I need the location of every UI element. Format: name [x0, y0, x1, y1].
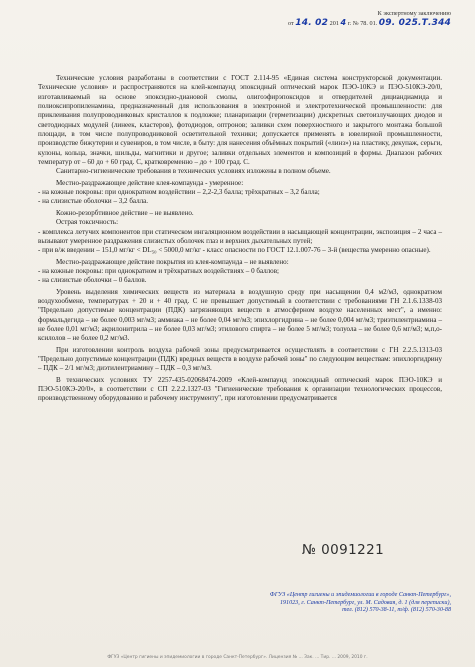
- paragraph: Местно-раздражающее действие клея-компаунда - умеренное:: [56, 178, 244, 187]
- paragraph: - на слизистые оболочки – 0 баллов.: [38, 276, 147, 285]
- paragraph: - на кожные покровы: при однократном воздействии – 2,2-2,3 балла; трёхкратных – 3,2 балла;: [38, 188, 320, 197]
- header-year-suffix: г. №: [347, 20, 359, 27]
- paragraph: Кожно-резорбтивное действие – не выявлено.: [56, 208, 194, 217]
- header-number-prefix: 78. 01.: [360, 20, 378, 27]
- form-number: № 0091221: [302, 542, 385, 558]
- header-caption: К экспертному заключению: [377, 10, 451, 17]
- paragraph: - комплекса летучих компонентов при статическом ингаляционном воздействии в насыщающей концентрации, экспозиция – 2 часа – вызывают умеренное раздражения слизистых оболочек глаз и верхних дыхательных путей;: [38, 227, 442, 245]
- header-reference-line: от 14. 02 201 4 г. № 78. 01. 09. 025.Т.344: [288, 18, 451, 28]
- header-prefix: от: [288, 20, 294, 27]
- stamp-line-1: ФГУЗ «Центр гигиены и эпидемиологии в городе Санкт-Петербург»,: [269, 592, 451, 598]
- stamp-line-2: 191023, г. Санкт-Петербург, ул. М. Садовая, д. 1 (для переписки),: [279, 599, 451, 606]
- paragraph: Уровень выделения химических веществ из материала в воздушную среду при насыщении 0,4 м2/м3, однократном воздухообмене, температурах + 20 и + 40 град. С не превышает допустимый в соответствии с требованиями ГН 2.1.6.1338-03 "Предельно допустимые концентрации (ПДК) загрязняющих веществ в атмосферном воздухе населенных мест", а именно: формальдегида – не более 0,003 мг/м3; аммиака – не более 0,04 мг/м3; эпихлоргидрина – не более 0,004 мг/м3; триэтилентриамина – не более 0,01 мг/м3; акрилонитрила – не более 0,03 мг/м3; этилового спирта – не более 5 мг/м3; толуола – не более 0,6 мг/м3; м,п,о-ксилолов – не более 0,2 мг/м3.: [38, 287, 442, 343]
- handwritten-date: 14. 02: [295, 18, 329, 28]
- paragraph: При изготовлении контроль воздуха рабочей зоны предусматривается осуществлять в соответствии с ГН 2.2.5.1313-03 "Предельно допустимые концентрации (ПДК) вредных веществ в воздухе рабочей зоны" по следующим веществам: эпихлоргидрину – ПДК – 2/1 мг/м3; диэтилентриамину – ПДК – 0,3 мг/м3.: [38, 345, 442, 373]
- paragraph: Острая токсичность:: [56, 218, 119, 227]
- paragraph: - на слизистые оболочки – 3,2 балла.: [38, 197, 149, 206]
- paragraph: В технических условиях ТУ 2257-435-02068474-2009 «Клей-компаунд эпоксидный оптический марок ПЭО-10КЭ и ПЭО-510КЭ-20/0», в соответствии с СП 2.2.2.1327-03 "Гигиенические требования к организации технологических процессов, производственному оборудованию и рабочему инструменту", при изготовлении предусматривается: [38, 375, 442, 403]
- print-footer: ФГУЗ «Центр гигиены и эпидемиологии в городе Санкт-Петербург». Лицензия № ... Зак. ... Тир. ... 2009, 2010 г.: [107, 655, 368, 660]
- paragraph: Местно-раздражающее действие покрытия из клея-компаунда – не выявлено:: [56, 257, 289, 266]
- stamp-line-3: тел. (812) 570-38-11, т/ф. (812) 570-30-88: [342, 607, 451, 614]
- paragraph: Технические условия разработаны в соответствии с ГОСТ 2.114-95 «Единая система конструкторской документации. Технические условия» и распространяются на клей-компаунд эпоксидный оптический марок ПЭО-10КЭ и ПЭО-510КЭ-20/0, изготавливаемый на основе эпоксидно-диановой смолы, олигоэфирэпоксидов и отвердителей дициандиамида и полиоксипропиленамина, предназначенный для использования в электронной и электротехнической промышленности: для приклеивания полупроводниковых кристаллов к подложке; планаризации (герметизации) дискретных светоизлучающих диодов и светодиодных модулей (линеек, кластеров), фотодиодов, оптронов; заливки схем поверхностного и закрытого монтажа большой площади, в том числе полупроводниковой осветительной техники; допускается применять в ювелирной промышленности, производстве бижутерии и сувениров, в том числе, в быту: для нанесения объёмных покрытий («линз») на пластику, декупаж, серьги, кулоны, кольца, значки, шильды, магнитики и другое; заливки отдельных элементов и композиций в формы. Диапазон рабочих температур от – 60 до + 60 град. С, кратковременно – до + 100 град. С.: [38, 74, 442, 167]
- organization-stamp: [231, 592, 451, 615]
- paragraph: Санитарно-гигиенические требования в технических условиях изложены в полном объеме.: [56, 167, 331, 176]
- handwritten-number: 09. 025.Т.344: [378, 18, 451, 28]
- document-header: [251, 10, 451, 28]
- paragraph: - при в/ж введении – 151,0 мг/кг < DL₅₀ < 5000,0 мг/кг - класс опасности по ГОСТ 12.1.007-76 – 3-й (вещества умеренно опасные).: [38, 246, 431, 255]
- paragraph: - на кожные покровы: при однократном и трёхкратных воздействиях – 0 баллов;: [38, 266, 279, 275]
- document-body: [38, 74, 442, 404]
- header-year: 201: [329, 20, 339, 27]
